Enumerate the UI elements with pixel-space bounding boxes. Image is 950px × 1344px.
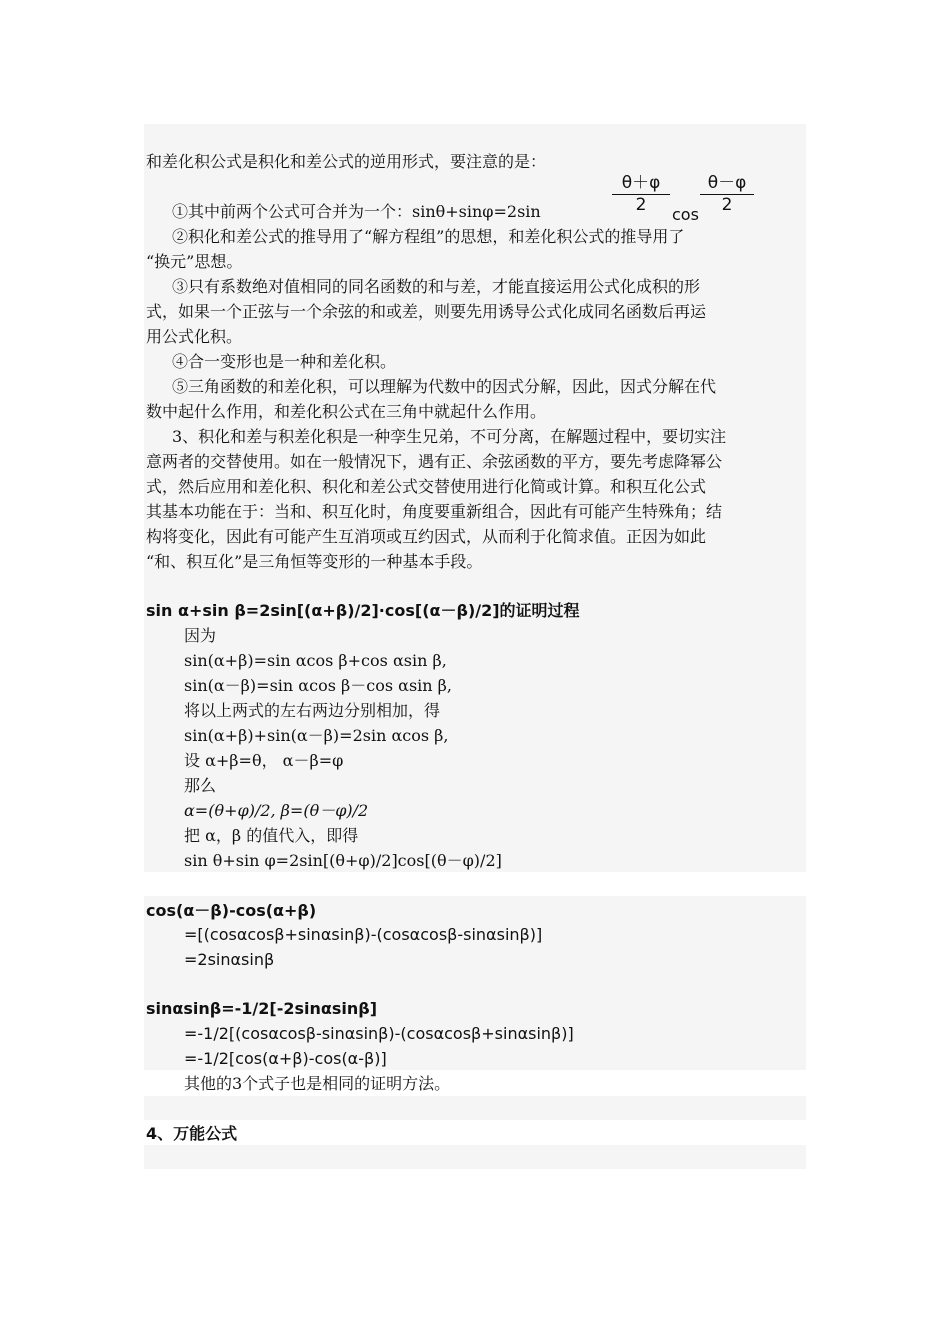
fraction-theta-plus-phi xyxy=(612,172,670,215)
proof-2-title: cos(α－β)-cos(α+β) xyxy=(146,901,317,920)
point-3-line-3: 用公式化积。 xyxy=(146,327,243,346)
section-3-line-5: 构将变化，因此有可能产生互消项或互约因式，从而利于化简求值。正因为如此 xyxy=(146,527,707,546)
point-5-line-1: ⑤三角函数的和差化积，可以理解为代数中的因式分解，因此，因式分解在代 xyxy=(172,377,717,396)
section-3-line-3: 式，然后应用和差化积、积化和差公式交替使用进行化简或计算。和积互化公式 xyxy=(146,477,707,496)
point-2-line-1: ②积化和差公式的推导用了“解方程组”的思想，和差化积公式的推导用了 xyxy=(172,227,685,246)
point-3-line-1: ③只有系数绝对值相同的同名函数的和与差，才能直接运用公式化成积的形 xyxy=(172,277,701,296)
point-5-line-2: 数中起什么作用，和差化积公式在三角中就起什么作用。 xyxy=(146,402,547,421)
fraction-1-numerator: θ＋φ xyxy=(621,173,661,193)
proof-1-line-7: 那么 xyxy=(184,776,217,795)
cos-label: cos xyxy=(672,205,699,224)
section-3-line-4: 其基本功能在于：当和、积互化时，角度要重新组合，因此有可能产生特殊角；结 xyxy=(146,502,723,521)
proof-1-line-5: sin(α+β)+sin(α－β)=2sin αcos β, xyxy=(184,726,449,745)
point-3-line-2: 式，如果一个正弦与一个余弦的和或差，则要先用诱导公式化成同名函数后再运 xyxy=(146,302,707,321)
proof-1-line-10: sin θ+sin φ=2sin[(θ+φ)/2]cos[(θ－φ)/2] xyxy=(184,851,502,870)
fraction-1-denominator: 2 xyxy=(635,195,647,215)
proof-3-note: 其他的3个式子也是相同的证明方法。 xyxy=(184,1074,451,1093)
fraction-theta-minus-phi xyxy=(700,172,754,215)
section-3-line-1: 3、积化和差与积差化积是一种孪生兄弟，不可分离，在解题过程中，要切实注 xyxy=(172,427,727,446)
proof-1-line-9: 把 α，β 的值代入，即得 xyxy=(184,826,359,845)
proof-2-line-1: =[(cosαcosβ+sinαsinβ)-(cosαcosβ-sinαsinβ)] xyxy=(184,925,543,944)
proof-1-line-4: 将以上两式的左右两边分别相加，得 xyxy=(184,701,441,720)
proof-1-line-2: sin(α+β)=sin αcos β+cos αsin β, xyxy=(184,651,447,670)
proof-1-line-8: α=(θ+φ)/2, β=(θ－φ)/2 xyxy=(184,801,369,820)
proof-3-line-1: =-1/2[(cosαcosβ-sinαsinβ)-(cosαcosβ+sinαsinβ)] xyxy=(184,1024,574,1043)
proof-1-line-3: sin(α－β)=sin αcos β－cos αsin β, xyxy=(184,676,452,695)
content-band-4 xyxy=(144,1145,806,1169)
content-band-3 xyxy=(144,1096,806,1120)
fraction-2-numerator: θ－φ xyxy=(707,173,747,193)
proof-1-line-6: 设 α+β=θ， α－β=φ xyxy=(184,751,344,770)
proof-3-line-2: =-1/2[cos(α+β)-cos(α-β)] xyxy=(184,1049,387,1068)
proof-1-line-1: 因为 xyxy=(184,626,217,645)
section-3-line-6: “和、积互化”是三角恒等变形的一种基本手段。 xyxy=(146,552,483,571)
point-1-label: ①其中前两个公式可合并为一个：sinθ+sinφ=2sin xyxy=(172,202,541,221)
proof-1-title: sin α+sin β=2sin[(α+β)/2]·cos[(α－β)/2]的证明过程 xyxy=(146,601,580,620)
section-4-title: 4、万能公式 xyxy=(146,1124,238,1143)
proof-3-title: sinαsinβ=-1/2[-2sinαsinβ] xyxy=(146,999,378,1018)
point-2-line-2: “换元”思想。 xyxy=(146,252,243,271)
fraction-2-denominator: 2 xyxy=(721,195,733,215)
intro-text: 和差化积公式是积化和差公式的逆用形式，要注意的是： xyxy=(146,152,547,171)
point-4: ④合一变形也是一种和差化积。 xyxy=(172,352,397,371)
section-3-line-2: 意两者的交替使用。如在一般情况下，遇有正、余弦函数的平方，要先考虑降幂公 xyxy=(146,452,723,471)
proof-2-line-2: =2sinαsinβ xyxy=(184,950,275,969)
